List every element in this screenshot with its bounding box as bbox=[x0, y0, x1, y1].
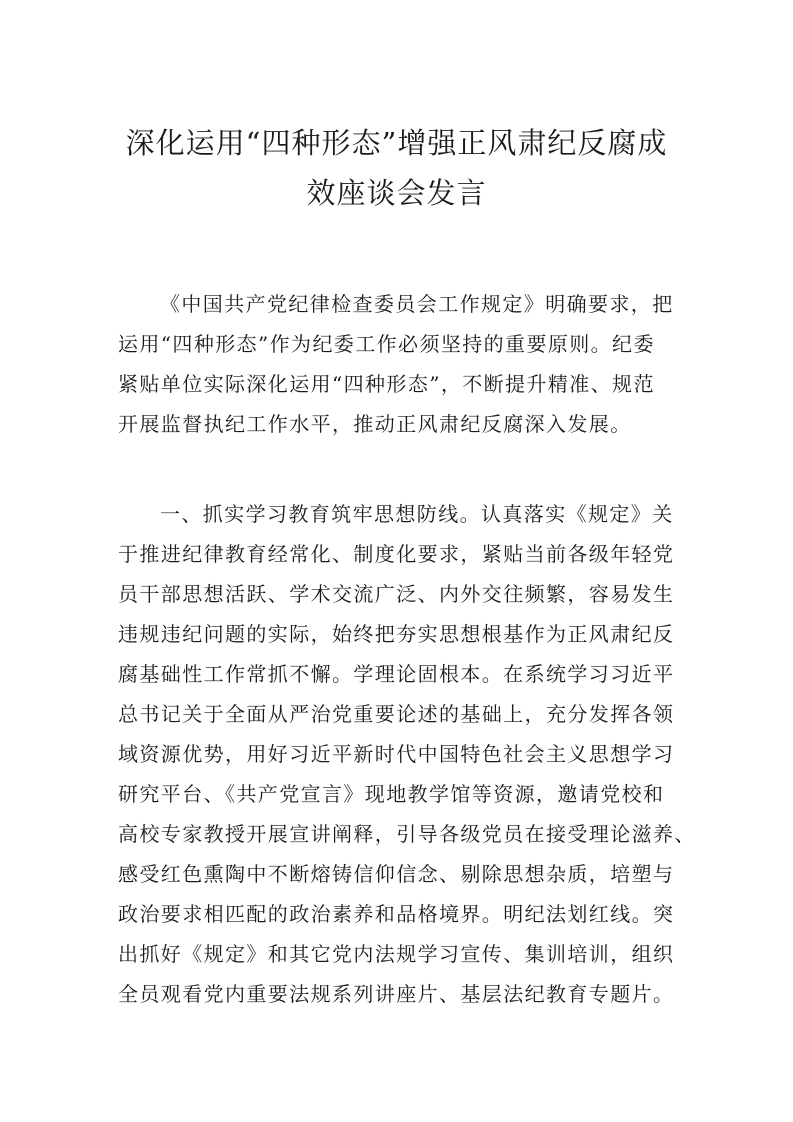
text-line: 腐基础性工作常抓不懈。学理论固根本。在系统学习习近平 bbox=[118, 662, 675, 686]
text-line: 域资源优势，用好习近平新时代中国特色社会主义思想学习 bbox=[118, 742, 675, 766]
text-line: 感受红色熏陶中不断熔铸信仰信念、剔除思想杂质，培塑与 bbox=[118, 862, 675, 886]
paragraph-section-one bbox=[118, 494, 696, 1014]
text-line: 运用“四种形态”作为纪委工作必须坚持的重要原则。纪委 bbox=[118, 332, 655, 356]
text-line: 高校专家教授开展宣讲阐释，引导各级党员在接受理论滋养、 bbox=[118, 822, 696, 846]
document-title bbox=[100, 118, 693, 218]
text-line: 总书记关于全面从严治党重要论述的基础上，充分发挥各领 bbox=[118, 702, 675, 726]
paragraph-intro bbox=[118, 284, 678, 444]
text-line: 于推进纪律教育经常化、制度化要求，紧贴当前各级年轻党 bbox=[118, 542, 675, 566]
text-line: 全员观看党内重要法规系列讲座片、基层法纪教育专题片。 bbox=[118, 982, 675, 1006]
text-line: 出抓好《规定》和其它党内法规学习宣传、集训培训，组织 bbox=[118, 942, 675, 966]
text-line: 违规违纪问题的实际，始终把夯实思想根基作为正风肃纪反 bbox=[118, 622, 675, 646]
text-line: 《中国共产党纪律检查委员会工作规定》明确要求，把 bbox=[160, 292, 674, 316]
text-line: 员干部思想活跃、学术交流广泛、内外交往频繁，容易发生 bbox=[118, 582, 675, 606]
text-line: 一、抓实学习教育筑牢思想防线。认真落实《规定》关 bbox=[160, 502, 674, 526]
title-line: 效座谈会发言 bbox=[306, 176, 487, 210]
text-line: 紧贴单位实际深化运用“四种形态”，不断提升精准、规范 bbox=[118, 372, 655, 396]
text-line: 政治要求相匹配的政治素养和品格境界。明纪法划红线。突 bbox=[118, 902, 675, 926]
text-line: 开展监督执纪工作水平，推动正风肃纪反腐深入发展。 bbox=[118, 412, 632, 436]
text-line: 研究平台、《共产党宣言》现地教学馆等资源，邀请党校和 bbox=[118, 782, 665, 806]
title-line: 深化运用“四种形态”增强正风肃纪反腐成 bbox=[125, 126, 668, 160]
